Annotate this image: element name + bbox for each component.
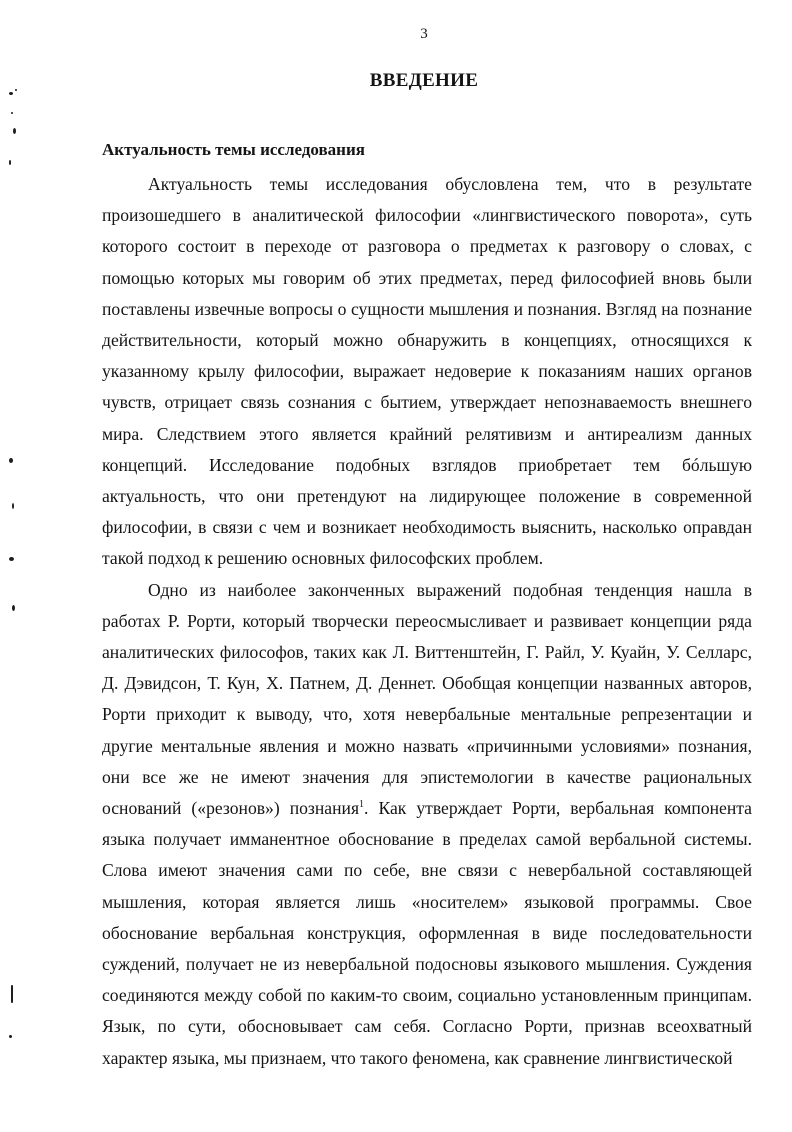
page-number: 3 bbox=[420, 26, 428, 42]
page-title: ВВЕДЕНИЕ bbox=[369, 70, 479, 91]
scan-artifact bbox=[15, 89, 17, 91]
paragraph-1: Актуальность темы исследования обусловлена тем, что в результате произошедшего в аналитической философии «лингвистического поворота», суть которого состоит в переходе от разговора о предметах к разговору о словах, с помощью которых мы говорим об этих предметах, перед философией вновь были поставлены извечные вопросы о сущности мышления и познания. Взгляд на познание действительности, который можно обнаружить в концепциях, относящихся к указанному крылу философии, выражает недоверие к показаниям наших органов чувств, отрицает связь сознания с бытием, утверждает непознаваемость внешнего мира. Следствием этого является крайний релятивизм и антиреализм данных концепций. Исследование подобных взглядов приобретает тем бóльшую актуальность, что они претендуют на лидирующее положение в современной философии, в связи с чем и возникает необходимость выяснить, насколько оправдан такой подход к решению основных философских проблем. bbox=[102, 174, 752, 569]
paragraph-2 bbox=[102, 575, 752, 1074]
scan-artifact bbox=[11, 985, 13, 1003]
scan-artifact bbox=[12, 503, 14, 509]
scan-artifact bbox=[13, 128, 16, 134]
paragraph-2-text-end: . Как утверждает Рорти, вербальная компонента языка получает имманентное обоснование в пределах самой вербальной системы. Слова имеют значения сами по себе, вне связи с невербальной составляющей мышления, которая является лишь «носителем» языковой программы. Свое обоснование вербальная конструкция, оформленная в виде последовательности суждений, получает не из невербальной подосновы языкового мышления. Суждения соединяются между собой по каким-то своим, социально установленным принципам. Язык, по сути, обосновывает сам себя. Согласно Рорти, признав всеохватный характер языка, мы признаем, что такого феномена, как сравнение лингвистической bbox=[102, 798, 752, 1068]
scan-artifact bbox=[9, 458, 13, 463]
paragraph-2-text-start: Одно из наиболее законченных выражений подобная тенденция нашла в работах Р. Рорти, который творчески переосмысливает и развивает концепции ряда аналитических философов, таких как Л. Виттенштейн, Г. Райл, У. Куайн, У. Селларс, Д. Дэвидсон, Т. Кун, Х. Патнем, Д. Деннет. Обобщая концепции названных авторов, Рорти приходит к выводу, что, хотя невербальные ментальные репрезентации и другие ментальные явления и можно назвать «причинными условиями» познания, они все же не имеют значения для эпистемологии в качестве рациональных оснований («резонов») познания bbox=[102, 579, 752, 819]
scan-artifact bbox=[9, 160, 11, 165]
scan-artifact bbox=[11, 112, 13, 114]
scan-artifact bbox=[9, 1035, 12, 1038]
footnote-reference: 1 bbox=[359, 799, 365, 811]
scan-artifact bbox=[9, 557, 14, 561]
scan-artifact bbox=[12, 605, 15, 611]
scan-artifact bbox=[9, 92, 13, 95]
section-heading: Актуальность темы исследования bbox=[102, 140, 365, 159]
body-text bbox=[102, 169, 752, 1074]
